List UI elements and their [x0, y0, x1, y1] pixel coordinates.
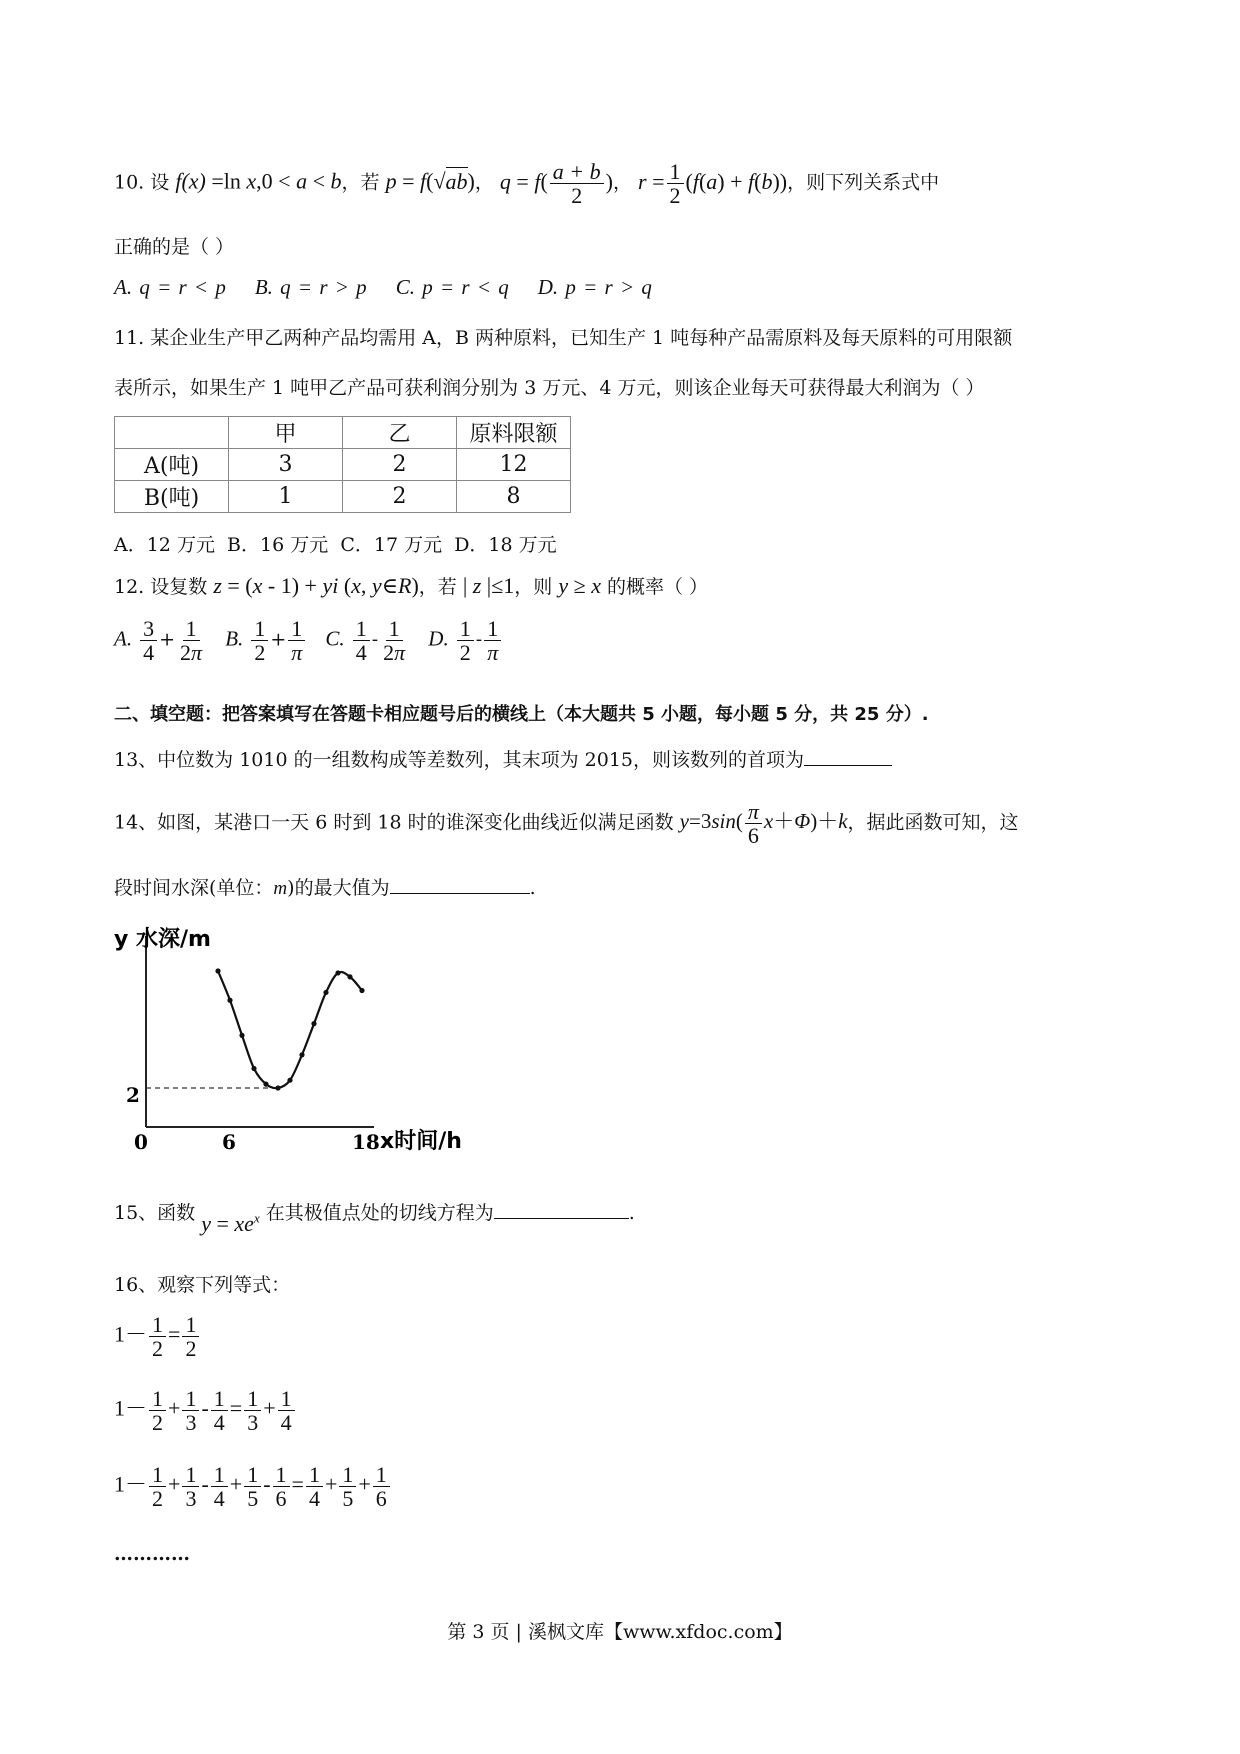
x-tick-label: 18: [352, 1130, 380, 1152]
q10-function-def: f(x) =ln x,0 < a < b: [175, 168, 342, 194]
table-row: B(吨) 1 2 8: [115, 481, 571, 513]
q14-line1: 14、如图，某港口一天 6 时到 18 时的谁深变化曲线近似满足函数 y=3sin( $\frac{\pi}{6}$ x＋Φ)＋k，据此函数可知，这: [114, 799, 1019, 849]
q11-option-c: C．17 万元: [340, 534, 443, 556]
water-depth-chart: [112, 912, 532, 1152]
q10-option-a: A. q = r < p: [114, 275, 226, 299]
q12-modulus: | z |≤1: [462, 573, 515, 598]
q12-line1: 12. 设复数 z = (x - 1) + yi (x, y∈R)，若 | z |≤1，则 y ≥ x 的概率（ ）: [114, 573, 709, 598]
q16-equation-3: 1－ $\frac{1}{2}$ + $\frac{1}{3}$ - $\frac{1}{4}$ + $\frac{1}{5}$ - $\frac{1}{6}$ = $\frac{1}{4}$ + $\frac{1}{5}$ + $\frac{1}{6}$: [114, 1463, 392, 1510]
data-point: [347, 974, 352, 979]
q10-option-d: D. p = r > q: [537, 275, 652, 299]
y-axis-label: y 水深/m: [114, 927, 211, 952]
x-axis-label: x时间/h: [380, 1129, 462, 1152]
data-point: [263, 1082, 268, 1087]
q15-function: $y = xe^x$: [201, 1210, 260, 1236]
data-point: [335, 970, 340, 975]
q12-inequality: y ≥ x: [558, 573, 601, 598]
y-tick-label: 2: [126, 1083, 140, 1107]
q10-p-def: p = f(√ab): [385, 168, 475, 194]
q14-function: y=3sin( $\frac{\pi}{6}$ x＋Φ)＋k: [679, 799, 848, 849]
q10-option-c: C. p = r < q: [395, 275, 509, 299]
q11-options: [114, 530, 557, 557]
q12-options: A. $\frac{3}{4}$ + $\frac{1}{2\pi}$ B. $\frac{1}{2}$ + $\frac{1}{\pi}$ C. $\frac{1}{4}$ - $\frac{1}{2\pi}$ D. $\frac{1}{2}$ - $\frac{1}{\pi}$: [114, 617, 503, 664]
table-header-row: 甲 乙 原料限额: [115, 417, 571, 449]
q11-option-a: A．12 万元: [114, 534, 215, 556]
data-point: [215, 968, 220, 973]
page-footer: 第 3 页 | 溪枫文库【www.xfdoc.com】: [447, 1621, 793, 1643]
q11-option-d: D．18 万元: [454, 534, 557, 556]
data-point: [359, 988, 364, 993]
q10-line2: 正确的是（ ）: [114, 236, 235, 258]
q16-ellipsis: …………: [114, 1543, 190, 1565]
q11-material-table: [114, 416, 571, 513]
data-point: [287, 1078, 292, 1083]
data-point: [251, 1066, 256, 1071]
q10-r-def: r = $\frac{1}{2}$ (f(a) + f(b)): [638, 159, 788, 209]
q14-answer-blank[interactable]: [390, 875, 530, 894]
q13-answer-blank[interactable]: [804, 747, 892, 766]
q10-q-def: q = f( $\frac{a + b}{2}$ ): [499, 159, 613, 209]
data-point: [323, 990, 328, 995]
q11-line1: 11. 某企业生产甲乙两种产品均需用 A，B 两种原料，已知生产 1 吨每种产品需原料及每天原料的可用限额: [114, 327, 1013, 349]
q10-options: [114, 275, 652, 300]
data-point: [311, 1021, 316, 1026]
q15-line: 15、函数 $y = xe^x$ 在其极值点处的切线方程为 .: [114, 1202, 635, 1236]
data-point: [299, 1052, 304, 1057]
q11-option-b: B．16 万元: [227, 534, 329, 556]
q14-line2: 段时间水深(单位：m)的最大值为 .: [114, 877, 536, 899]
q15-answer-blank[interactable]: [494, 1200, 629, 1219]
q13-line: 13、中位数为 1010 的一组数构成等差数列，其末项为 2015，则该数列的首项为: [114, 745, 892, 772]
q11-line2: 表所示，如果生产 1 吨甲乙产品可获利润分别为 3 万元、4 万元，则该企业每天可获得最大利润为（ ）: [114, 377, 985, 399]
data-point: [239, 1033, 244, 1038]
table-row: A(吨) 3 2 12: [115, 449, 571, 481]
data-point: [275, 1085, 280, 1090]
data-point: [227, 998, 232, 1003]
data-points: [215, 968, 364, 1090]
x-tick-label: 0: [134, 1130, 148, 1152]
q12-complex-def: z = (x - 1) + yi (x, y∈R): [213, 573, 419, 598]
x-tick-label: 6: [222, 1130, 236, 1152]
q10-option-b: B. q = r > p: [254, 275, 367, 299]
water-depth-curve: [218, 971, 362, 1088]
q16-equation-2: 1－ $\frac{1}{2}$ + $\frac{1}{3}$ - $\frac{1}{4}$ = $\frac{1}{3}$ + $\frac{1}{4}$: [114, 1387, 297, 1434]
q10-line1: 10. 设 f(x) =ln x,0 < a < b，若 p = f(√ab)， q = f( $\frac{a + b}{2}$ )， r = $\frac{1}{2}$ (f(a) + f(b))，则下列关系式中: [114, 159, 940, 209]
section-2-heading: 二、填空题：把答案填写在答题卡相应题号后的横线上（本大题共 5 小题，每小题 5 分，共 25 分）.: [114, 704, 929, 725]
q16-equation-1: 1－ $\frac{1}{2}$ = $\frac{1}{2}$: [114, 1313, 201, 1360]
q16-intro: 16、观察下列等式：: [114, 1274, 291, 1296]
